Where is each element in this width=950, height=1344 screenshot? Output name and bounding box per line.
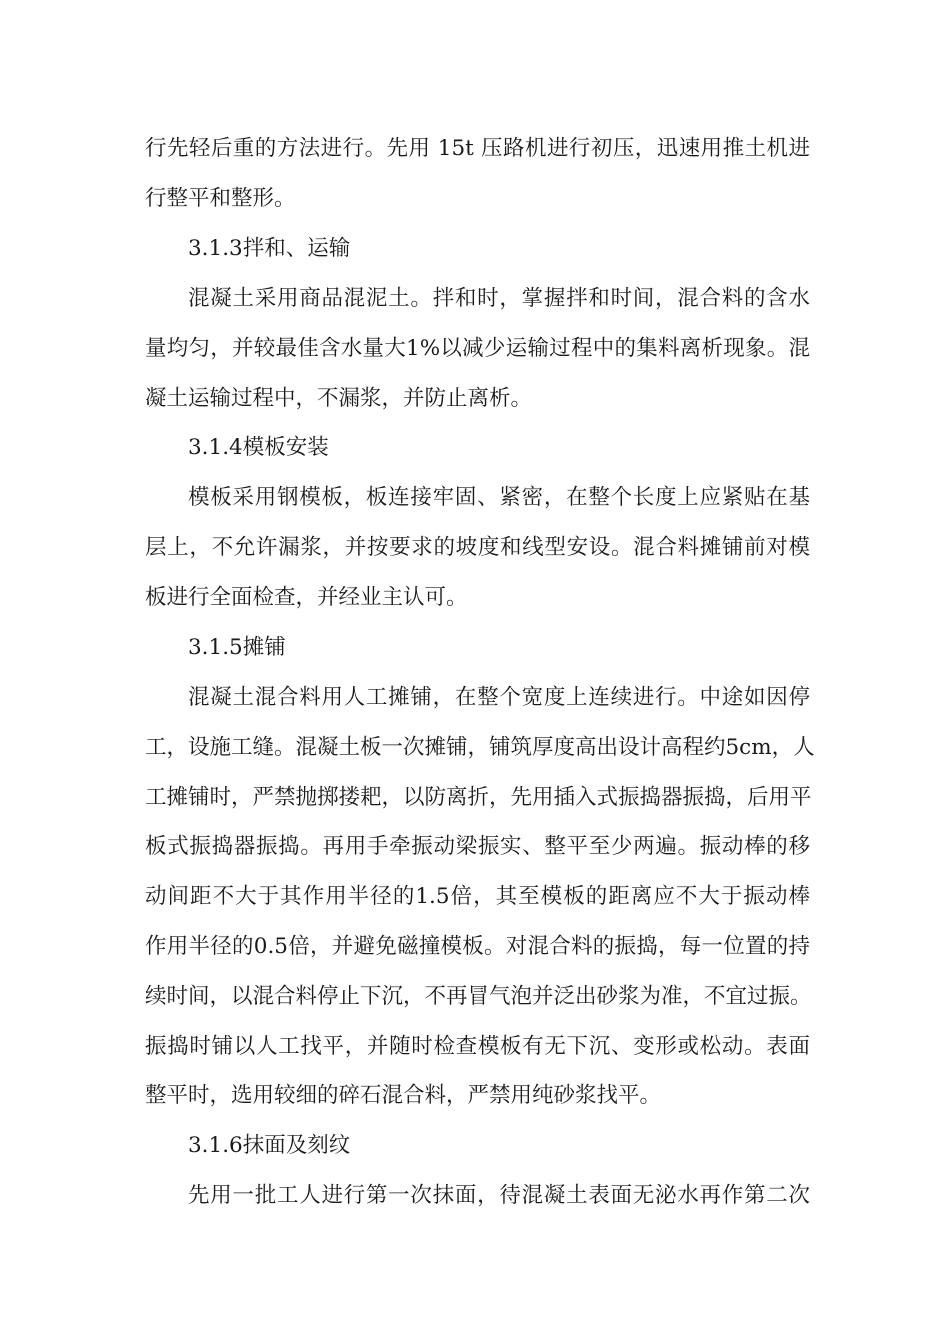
paragraph-line: 整平时，选用较细的碎石混合料，严禁用纯砂浆找平。	[145, 1083, 662, 1108]
paragraph-line: 行先轻后重的方法进行。先用 15t 压路机进行初压，迅速用推土机进	[145, 136, 810, 161]
paragraph-line: 工摊铺时，严禁抛掷搂耙，以防离折，先用插入式振捣器振捣，后用平	[145, 785, 812, 810]
paragraph-line: 混凝土混合料用人工摊铺，在整个宽度上连续进行。中途如因停	[188, 685, 810, 710]
section-heading: 3.1.3拌和、运输	[188, 236, 351, 261]
paragraph-line: 量均匀，并较最佳含水量大1%以减少运输过程中的集料离析现象。混	[145, 336, 810, 361]
paragraph-line: 续时间，以混合料停止下沉，不再冒气泡并泛出砂浆为准，不宜过振。	[145, 984, 812, 1009]
paragraph-line: 先用一批工人进行第一次抹面，待混凝土表面无泌水再作第二次	[188, 1183, 810, 1208]
paragraph-line: 振捣时铺以人工找平，并随时检查模板有无下沉、变形或松动。表面	[145, 1034, 810, 1059]
paragraph-line: 板进行全面检查，并经业主认可。	[145, 585, 468, 610]
paragraph-line: 行整平和整形。	[145, 186, 296, 211]
paragraph-line: 混凝土采用商品混泥土。拌和时，掌握拌和时间，混合料的含水	[188, 286, 810, 311]
paragraph-line: 动间距不大于其作用半径的1.5倍，其至模板的距离应不大于振动棒	[145, 884, 810, 909]
paragraph-line: 板式振捣器振捣。再用手牵振动梁振实、整平至少两遍。振动棒的移	[145, 834, 810, 859]
section-heading: 3.1.5摊铺	[188, 635, 286, 660]
section-heading: 3.1.4模板安装	[188, 435, 329, 460]
section-heading: 3.1.6抹面及刻纹	[188, 1133, 351, 1158]
paragraph-line: 作用半径的0.5倍，并避免磁撞模板。对混合料的振捣，每一位置的持	[145, 934, 810, 959]
paragraph-line: 层上，不允许漏浆，并按要求的坡度和线型安设。混合料摊铺前对模	[145, 535, 810, 560]
paragraph-line: 模板采用钢模板，板连接牢固、紧密，在整个长度上应紧贴在基	[188, 485, 810, 510]
paragraph-line: 凝土运输过程中，不漏浆，并防止离析。	[145, 386, 533, 411]
paragraph-line: 工，设施工缝。混凝土板一次摊铺，铺筑厚度高出设计高程约5cm，人	[145, 735, 815, 760]
